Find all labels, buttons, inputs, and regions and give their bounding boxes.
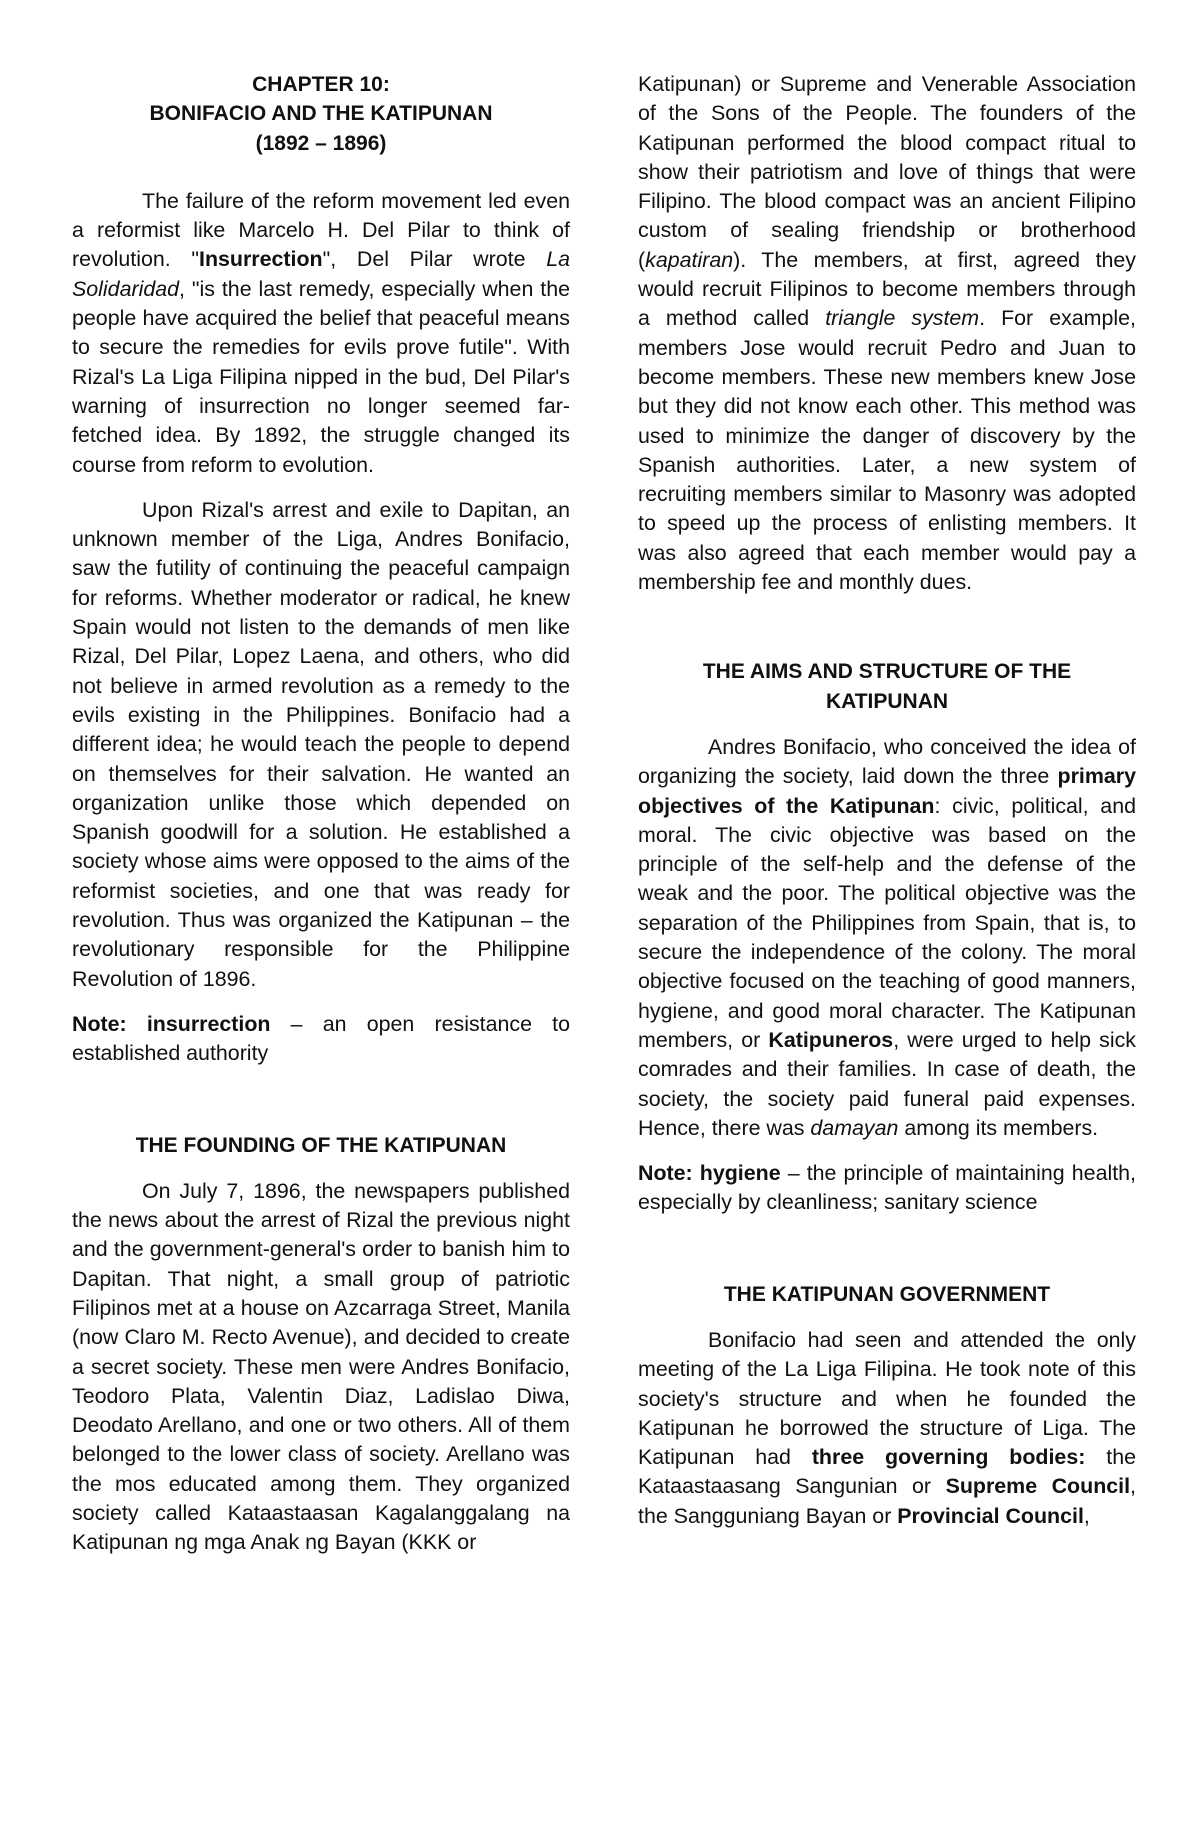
keyword-katipuneros: Katipuneros	[768, 1027, 894, 1052]
keyword-supreme-council: Supreme Council	[945, 1474, 1131, 1499]
keyword-primary-objectives: primary objectives of the Katipunan	[638, 764, 1136, 818]
paragraph-aims: Andres Bonifacio, who conceived the idea of organizing the society, laid down the three primary objectives of the Katipunan: civic, political, and moral. The civic objective was based on the principle of the self-help and the defense of the weak and the poor. The political objective was the separation of the Philippines from Spain, that is, to secure the independence of the colony. The moral objective focused on the teaching of good manners, hygiene, and good moral character. The Katipunan members, or Katipuneros, were urged to help sick comrades and their families. In case of death, the society, the society paid funeral paid expenses. Hence, there was damayan among its members.	[638, 734, 1136, 1140]
paragraph-katipunan-name: Katipunan) or Supreme and Venerable Association of the Sons of the People. The founders of the Katipunan performed the blood compact ritual to show their patriotism and love of things that were Filipino. The blood compact was an ancient Filipino custom of sealing friendship or brotherhood (kapatiran). The members, at first, agreed they would recruit Filipinos to become members through a method called triangle system. For example, members Jose would recruit Pedro and Juan to become members. These new members knew Jose but they did not know each other. This method was used to minimize the danger of discovery by the Spanish authorities. Later, a new system of recruiting members similar to Masonry was adopted to speed up the process of enlisting members. It was also agreed that each member would pay a membership fee and monthly dues.	[638, 72, 1136, 595]
chapter-years: (1892 – 1896)	[255, 131, 387, 155]
keyword-three-governing-bodies: three governing bodies:	[811, 1445, 1086, 1470]
keyword-provincial-council: Provincial Council	[897, 1503, 1084, 1528]
paragraph-founding: On July 7, 1896, the newspapers published the news about the arrest of Rizal the previous night and the government-general's order to banish him to Dapitan. That night, a small group of patriotic Filipinos met at a house on Azcarraga Street, Manila (now Claro M. Recto Avenue), and decided to create a secret society. These men were Andres Bonifacio, Teodoro Plata, Valentin Diaz, Ladislao Diwa, Deodato Arellano, and one or two others. All of them belonged to the lower class of society. Arellano was the mos educated among them. They organized society called Kataastaasan Kagalanggalang na Katipunan ng mga Anak ng Bayan (KKK or	[72, 1178, 570, 1555]
left-column	[72, 70, 570, 1558]
paragraph-government: Bonifacio had seen and attended the only meeting of the La Liga Filipina. He took note of this society's structure and when he founded the Katipunan he borrowed the structure of Liga. The Katipunan had three governing bodies: the Kataastaasang Sangunian or Supreme Council, the Sangguniang Bayan or Provincial Council,	[638, 1327, 1136, 1528]
note-insurrection: Note: insurrection – an open resistance to established authority	[72, 1011, 570, 1066]
note-label: Note: hygiene	[638, 1161, 781, 1186]
section-heading-aims: THE AIMS AND STRUCTURE OF THE KATIPUNAN	[702, 660, 1072, 713]
note-hygiene: Note: hygiene – the principle of maintaining health, especially by cleanliness; sanitary science	[638, 1161, 1136, 1215]
term-kapatiran: kapatiran	[645, 247, 734, 272]
term-triangle-system: triangle system	[825, 306, 980, 331]
title-la-solidaridad: La Solidaridad	[72, 247, 570, 301]
note-label: Note: insurrection	[72, 1011, 271, 1036]
chapter-number: CHAPTER 10:	[252, 73, 390, 96]
paragraph-reform-failure: The failure of the reform movement led even a reformist like Marcelo H. Del Pilar to think of revolution. "Insurrection", Del Pilar wrote La Solidaridad, "is the last remedy, especially when the people have acquired the belief that peaceful means to secure the remedies for evils prove futile". With Rizal's La Liga Filipina nipped in the bud, Del Pilar's warning of insurrection no longer seemed far-fetched idea. By 1892, the struggle changed its course from reform to evolution.	[72, 188, 570, 477]
keyword-insurrection: Insurrection	[199, 247, 323, 272]
section-heading-founding: THE FOUNDING OF THE KATIPUNAN	[135, 1133, 507, 1157]
paragraph-bonifacio-idea: Upon Rizal's arrest and exile to Dapitan, an unknown member of the Liga, Andres Bonifacio, saw the futility of continuing the peaceful campaign for reforms. Whether moderator or radical, he knew Spain would not listen to the demands of men like Rizal, Del Pilar, Lopez Laena, and others, who did not believe in armed revolution as a remedy to the evils existing in the Philippines. Bonifacio had a different idea; he would teach the people to depend on themselves for their salvation. He wanted an organization unlike those which depended on Spanish goodwill for a solution. He established a society whose aims were opposed to the aims of the reformist societies, and one that was ready for revolution. Thus was organized the Katipunan – the revolutionary responsible for the Philippine Revolution of 1896.	[72, 497, 570, 991]
chapter-name: BONIFACIO AND THE KATIPUNAN	[149, 102, 493, 126]
term-damayan: damayan	[810, 1115, 899, 1140]
section-heading-government: THE KATIPUNAN GOVERNMENT	[723, 1282, 1051, 1306]
chapter-title	[72, 70, 570, 158]
right-column	[638, 70, 1136, 1531]
